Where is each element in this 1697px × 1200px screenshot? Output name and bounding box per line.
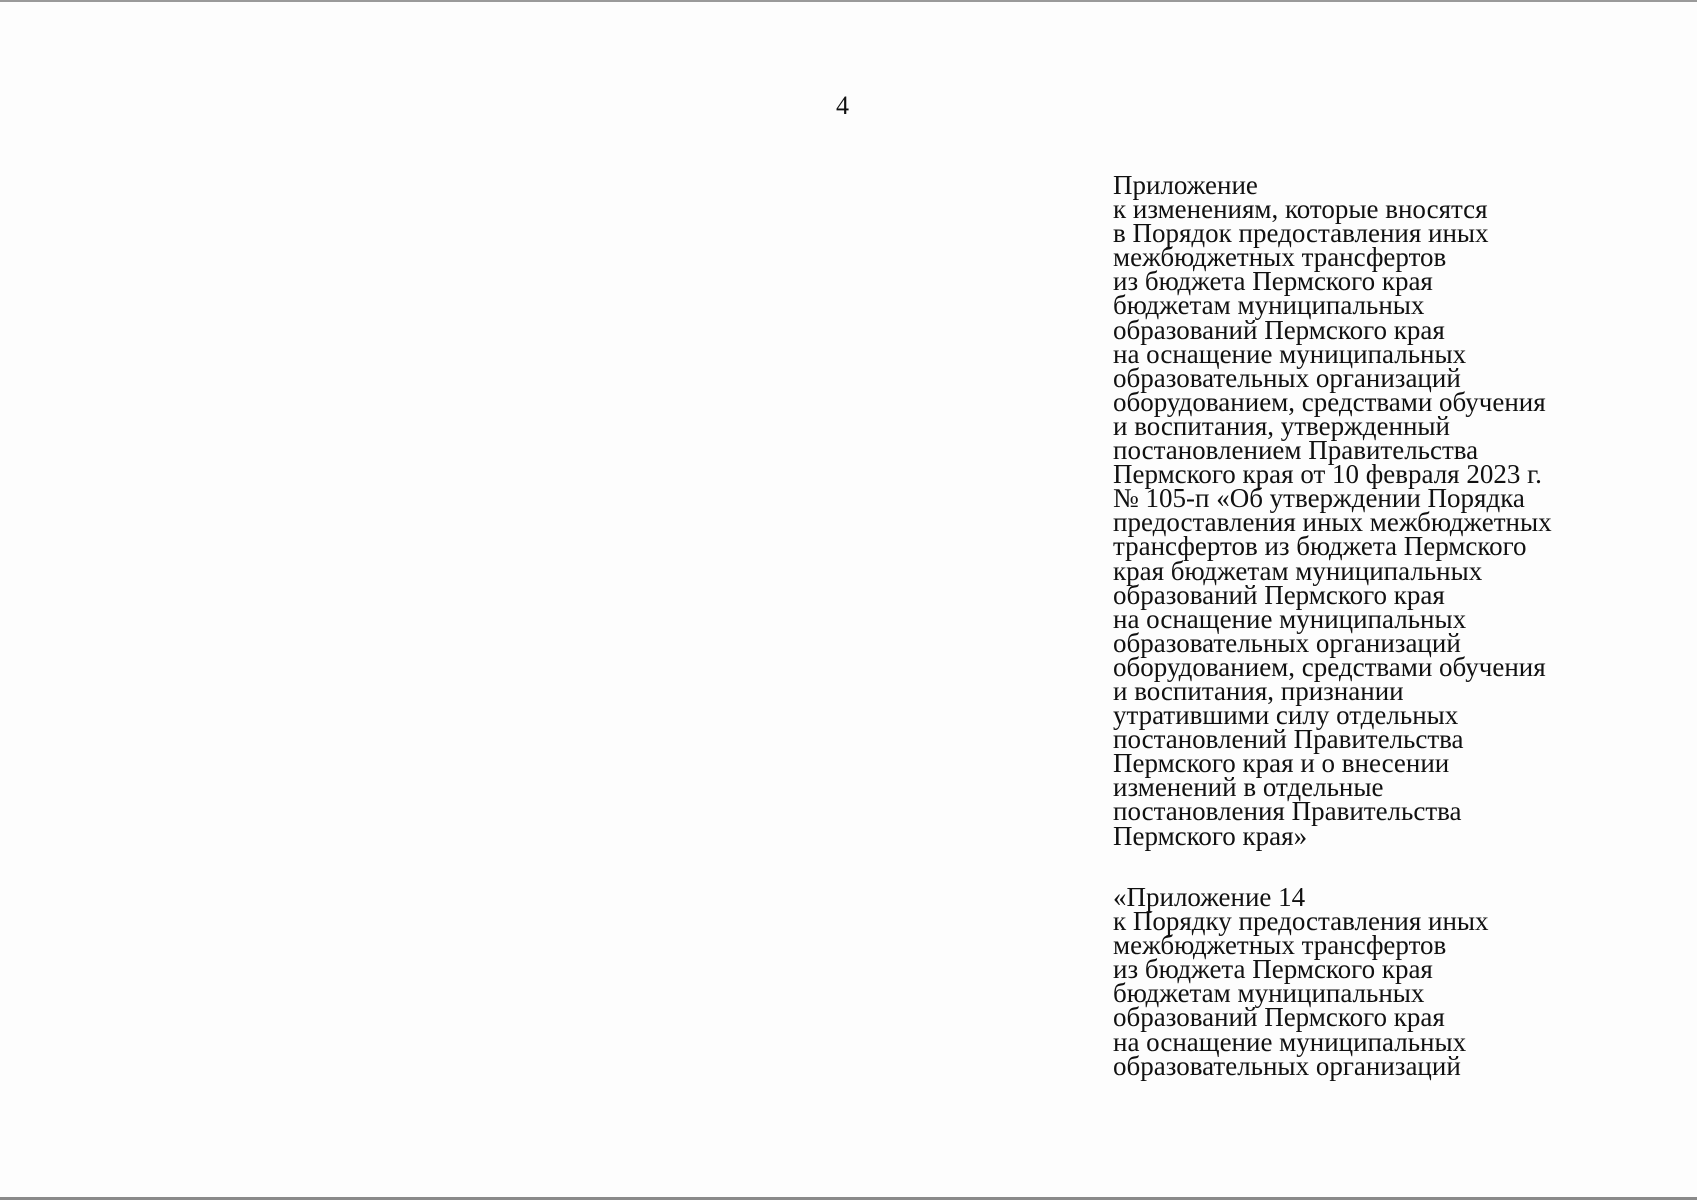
appendix-header-line: образовательных организаций [1113, 627, 1461, 658]
appendix-header-line: бюджетам муниципальных [1113, 290, 1425, 321]
appendix-header-line: на оснащение муниципальных [1113, 603, 1467, 634]
page-number: 4 [836, 91, 849, 120]
scan-edge-top [0, 0, 1697, 2]
appendix-header-line: постановлением Правительства [1113, 435, 1479, 466]
appendix-header-line: из бюджета Пермского края [1113, 266, 1433, 297]
appendix-14-header-block [1113, 882, 1489, 1081]
appendix-header-line: постановления Правительства [1113, 796, 1462, 827]
appendix-header-line: Пермского края и о внесении [1113, 748, 1450, 779]
appendix-header-line: оборудованием, средствами обучения [1113, 386, 1546, 417]
appendix-header-line: № 105-п «Об утверждении Порядка [1113, 483, 1525, 514]
appendix-header-line: и воспитания, утвержденный [1113, 410, 1450, 441]
appendix-header-line: оборудованием, средствами обучения [1113, 651, 1546, 682]
appendix-14-header-line: образований Пермского края [1113, 1002, 1445, 1033]
appendix-header-block [1113, 170, 1552, 851]
appendix-header-line: утратившими силу отдельных [1113, 700, 1459, 731]
appendix-header-line: образовательных организаций [1113, 362, 1461, 393]
appendix-header-line: края бюджетам муниципальных [1113, 555, 1483, 586]
appendix-header-line: в Порядок предоставления иных [1113, 218, 1489, 249]
appendix-14-header-line: межбюджетных трансфертов [1113, 930, 1447, 961]
appendix-header-line: изменений в отдельные [1113, 772, 1384, 803]
appendix-14-header-line: бюджетам муниципальных [1113, 978, 1425, 1009]
appendix-header-line: образований Пермского края [1113, 579, 1445, 610]
appendix-header-line: Пермского края от 10 февраля 2023 г. [1113, 459, 1542, 490]
appendix-14-header-line: из бюджета Пермского края [1113, 954, 1433, 985]
appendix-header-line: к изменениям, которые вносятся [1113, 194, 1488, 225]
appendix-header-line: образований Пермского края [1113, 314, 1445, 345]
appendix-header-line: предоставления иных межбюджетных [1113, 507, 1552, 538]
appendix-14-header-line: на оснащение муниципальных [1113, 1026, 1467, 1057]
appendix-header-line: на оснащение муниципальных [1113, 338, 1467, 369]
appendix-header-line: постановлений Правительства [1113, 724, 1464, 755]
appendix-header-line: и воспитания, признании [1113, 675, 1404, 706]
appendix-header-line: межбюджетных трансфертов [1113, 242, 1447, 273]
appendix-header-line: Пермского края» [1113, 820, 1308, 851]
appendix-14-header-line: к Порядку предоставления иных [1113, 906, 1489, 937]
appendix-header-line: Приложение [1113, 170, 1258, 200]
appendix-14-header-line: образовательных организаций [1113, 1050, 1461, 1081]
appendix-14-header-line: «Приложение 14 [1113, 882, 1306, 912]
appendix-header-line: трансфертов из бюджета Пермского [1113, 531, 1527, 562]
